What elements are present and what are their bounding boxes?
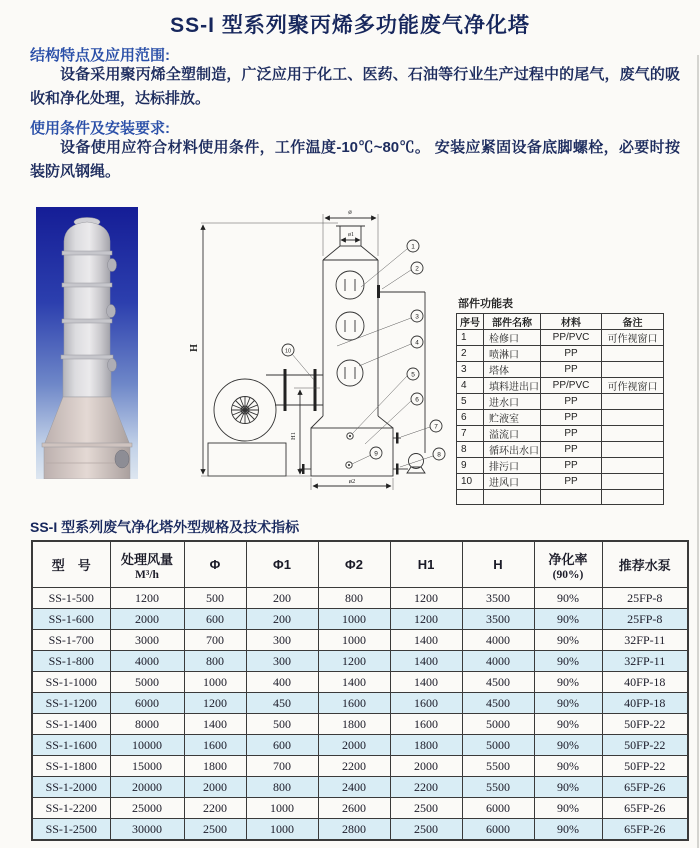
table-cell: 1200 [318, 651, 390, 672]
table-cell: 4000 [462, 630, 534, 651]
callout-5 [407, 368, 419, 380]
table-cell: PP/PVC [541, 330, 602, 346]
svg-text:3: 3 [415, 313, 419, 321]
svg-text:H1: H1 [290, 432, 297, 440]
table-cell: 2500 [390, 819, 462, 841]
table-cell: 5000 [110, 672, 184, 693]
table-cell: 700 [246, 756, 318, 777]
table-cell: 5500 [462, 777, 534, 798]
table-cell: 600 [184, 609, 246, 630]
table-row [457, 426, 664, 442]
table-cell: 1200 [390, 588, 462, 609]
side-port [107, 305, 116, 318]
parts-table-body [457, 330, 664, 505]
dim-h [189, 223, 338, 476]
column-header: 型 号 [32, 541, 110, 588]
table-cell: 1000 [318, 630, 390, 651]
table-cell: 400 [246, 672, 318, 693]
table-cell: 6000 [462, 798, 534, 819]
svg-text:9: 9 [374, 450, 378, 458]
table-cell: 可作视窗口 [602, 378, 664, 394]
table-cell: 1400 [390, 630, 462, 651]
paragraph-install: 设备使用应符合材料使用条件，工作温度-10℃~80℃。 安装应紧固设备底脚螺栓，必要时按装防风钢绳。 [30, 139, 680, 180]
table-row [32, 756, 688, 777]
table-cell [602, 410, 664, 426]
callout-6 [411, 393, 423, 405]
table-cell: PP [541, 474, 602, 490]
table-cell: SS-1-800 [32, 651, 110, 672]
table-cell: 6 [457, 410, 484, 426]
table-cell: 1800 [184, 756, 246, 777]
spec-table [31, 540, 689, 841]
table-cell: 200 [246, 609, 318, 630]
table-cell: 90% [534, 777, 602, 798]
page-title: SS-I 型系列聚丙烯多功能废气净化塔 [170, 14, 530, 37]
table-row [32, 693, 688, 714]
table-cell: 65FP-26 [602, 798, 688, 819]
dim-phi2 [311, 478, 393, 490]
table-cell: 32FP-11 [602, 630, 688, 651]
table-cell: 5000 [462, 714, 534, 735]
table-cell [602, 346, 664, 362]
table-cell: 2500 [390, 798, 462, 819]
table-cell: 1000 [184, 672, 246, 693]
table-cell: 200 [246, 588, 318, 609]
table-cell: 6000 [110, 693, 184, 714]
svg-text:7: 7 [434, 423, 438, 431]
table-cell: 90% [534, 819, 602, 841]
table-cell: 8000 [110, 714, 184, 735]
table-cell: SS-1-1600 [32, 735, 110, 756]
table-cell: 可作视窗口 [602, 330, 664, 346]
table-cell: 1 [457, 330, 484, 346]
table-cell: 喷淋口 [484, 346, 541, 362]
svg-text:ø: ø [348, 208, 352, 216]
table-cell: 90% [534, 735, 602, 756]
table-cell: 65FP-26 [602, 819, 688, 841]
table-cell: 2 [457, 346, 484, 362]
base-tank [311, 428, 393, 476]
table-cell: 1800 [318, 714, 390, 735]
table-cell: 5500 [462, 756, 534, 777]
table-cell: 10000 [110, 735, 184, 756]
section-heading-features: 结构特点及应用范围: [30, 47, 170, 64]
table-cell [602, 474, 664, 490]
table-cell: SS-1-1400 [32, 714, 110, 735]
table-cell: 300 [246, 651, 318, 672]
tower-diagram [188, 198, 450, 495]
table-cell: 30000 [110, 819, 184, 841]
table-cell: PP [541, 394, 602, 410]
callout-8 [433, 448, 445, 460]
table-row [32, 651, 688, 672]
parts-block [456, 295, 666, 505]
pump-icon [407, 454, 425, 474]
table-cell: 2000 [110, 609, 184, 630]
scan-artifact [697, 55, 699, 848]
table-cell: PP/PVC [541, 378, 602, 394]
table-cell: 1600 [390, 714, 462, 735]
callout-9 [370, 447, 382, 459]
table-row [32, 588, 688, 609]
table-cell: 1800 [390, 735, 462, 756]
column-header: Φ [184, 541, 246, 588]
table-cell: PP [541, 362, 602, 378]
table-cell: 1200 [110, 588, 184, 609]
parts-table [456, 313, 664, 505]
table-cell: PP [541, 442, 602, 458]
table-cell: 700 [184, 630, 246, 651]
svg-text:2: 2 [415, 265, 419, 273]
svg-text:10: 10 [284, 348, 292, 355]
table-cell: 4500 [462, 672, 534, 693]
table-cell: PP [541, 346, 602, 362]
table-cell: 1200 [390, 609, 462, 630]
callout-4 [411, 336, 423, 348]
table-row [457, 442, 664, 458]
column-header: Φ2 [318, 541, 390, 588]
table-cell: 1600 [318, 693, 390, 714]
column-header: 备注 [602, 314, 664, 330]
column-header: 材料 [541, 314, 602, 330]
table-cell: 4000 [462, 651, 534, 672]
table-row [32, 672, 688, 693]
table-cell: 500 [246, 714, 318, 735]
table-row [32, 735, 688, 756]
table-cell: 贮液室 [484, 410, 541, 426]
table-cell [457, 490, 484, 505]
table-cell: 5000 [462, 735, 534, 756]
table-cell: 25FP-8 [602, 588, 688, 609]
table-row [457, 458, 664, 474]
table-cell: 3500 [462, 609, 534, 630]
table-cell [602, 426, 664, 442]
table-cell: SS-1-2200 [32, 798, 110, 819]
table-row [32, 630, 688, 651]
side-port [108, 259, 117, 272]
table-cell: 2200 [390, 777, 462, 798]
spec-table-body [32, 588, 688, 841]
callout-10 [282, 344, 294, 356]
table-cell [541, 490, 602, 505]
table-cell: 10 [457, 474, 484, 490]
table-cell: PP [541, 410, 602, 426]
tower-upper-shell [64, 253, 110, 357]
callout-7 [430, 420, 442, 432]
column-header: 序号 [457, 314, 484, 330]
tower-photo [36, 207, 138, 479]
table-row [457, 330, 664, 346]
dim-phi1 [341, 232, 360, 240]
table-cell: 2000 [390, 756, 462, 777]
table-cell: 90% [534, 756, 602, 777]
table-row [457, 474, 664, 490]
fan-blower [208, 379, 286, 476]
table-cell: 5 [457, 394, 484, 410]
table-cell [602, 490, 664, 505]
table-cell: 20000 [110, 777, 184, 798]
table-row [32, 609, 688, 630]
table-cell: 塔体 [484, 362, 541, 378]
table-cell: 循环出水口 [484, 442, 541, 458]
table-cell: 600 [246, 735, 318, 756]
table-row [32, 714, 688, 735]
svg-text:ø2: ø2 [348, 478, 356, 485]
table-row [457, 490, 664, 505]
svg-text:6: 6 [415, 396, 419, 404]
column-header: 推荐水泵 [602, 541, 688, 588]
table-cell: 2200 [184, 798, 246, 819]
parts-header-row [457, 314, 664, 330]
column-header: H [462, 541, 534, 588]
callout-2 [411, 262, 423, 274]
column-header: 净化率 (90%) [534, 541, 602, 588]
table-cell: 25000 [110, 798, 184, 819]
table-cell: 90% [534, 714, 602, 735]
svg-text:4: 4 [415, 339, 419, 347]
table-cell: 4500 [462, 693, 534, 714]
table-cell: 50FP-22 [602, 714, 688, 735]
table-cell [602, 394, 664, 410]
table-cell [484, 490, 541, 505]
column-header: 处理风量 M³/h [110, 541, 184, 588]
table-cell: 1400 [318, 672, 390, 693]
table-cell: 300 [246, 630, 318, 651]
table-row [457, 346, 664, 362]
table-cell: 1600 [184, 735, 246, 756]
table-cell: PP [541, 426, 602, 442]
svg-text:H: H [189, 344, 200, 352]
table-cell: 2500 [184, 819, 246, 841]
table-cell: SS-1-600 [32, 609, 110, 630]
table-cell: 65FP-26 [602, 777, 688, 798]
column-header: H1 [390, 541, 462, 588]
svg-text:8: 8 [437, 451, 441, 459]
table-cell: 1200 [184, 693, 246, 714]
table-row [32, 798, 688, 819]
table-row [457, 394, 664, 410]
table-row [32, 777, 688, 798]
spec-header-row [32, 541, 688, 588]
column-header: 部件名称 [484, 314, 541, 330]
table-cell: 90% [534, 693, 602, 714]
table-cell: 2000 [184, 777, 246, 798]
table-cell: 排污口 [484, 458, 541, 474]
table-cell: 进风口 [484, 474, 541, 490]
table-cell: 1400 [390, 651, 462, 672]
side-port [108, 359, 117, 372]
table-cell: 1000 [246, 819, 318, 841]
table-cell: 500 [184, 588, 246, 609]
table-cell: 2400 [318, 777, 390, 798]
table-cell: SS-1-1000 [32, 672, 110, 693]
tower-lower-shell [63, 357, 111, 397]
table-cell: 4000 [110, 651, 184, 672]
table-cell [602, 458, 664, 474]
table-cell: 2200 [318, 756, 390, 777]
table-cell: 2000 [318, 735, 390, 756]
table-cell: 7 [457, 426, 484, 442]
spec-table-title: SS-I 型系列废气净化塔外型规格及技术指标 [30, 519, 300, 535]
table-cell: SS-1-700 [32, 630, 110, 651]
table-cell: 8 [457, 442, 484, 458]
svg-text:5: 5 [411, 371, 415, 379]
inlet-duct [266, 369, 323, 411]
table-cell: 40FP-18 [602, 693, 688, 714]
table-cell: SS-1-1800 [32, 756, 110, 777]
table-cell: 50FP-22 [602, 735, 688, 756]
callout-1 [407, 240, 419, 252]
table-cell: 90% [534, 630, 602, 651]
table-cell: 90% [534, 651, 602, 672]
table-cell: 450 [246, 693, 318, 714]
table-cell: 3 [457, 362, 484, 378]
table-cell: 32FP-11 [602, 651, 688, 672]
table-row [457, 362, 664, 378]
section-heading-install: 使用条件及安装要求: [30, 120, 170, 137]
table-cell: 3000 [110, 630, 184, 651]
parts-table-title: 部件功能表 [458, 298, 513, 310]
table-cell: 90% [534, 609, 602, 630]
table-cell: 40FP-18 [602, 672, 688, 693]
table-cell: 1600 [390, 693, 462, 714]
svg-text:1: 1 [411, 243, 415, 251]
table-cell: 2600 [318, 798, 390, 819]
table-cell: SS-1-2500 [32, 819, 110, 841]
table-cell: 1400 [184, 714, 246, 735]
table-cell: 9 [457, 458, 484, 474]
table-cell: SS-1-1200 [32, 693, 110, 714]
table-cell: 800 [246, 777, 318, 798]
paragraph-features: 设备采用聚丙烯全塑制造，广泛应用于化工、医药、石油等行业生产过程中的尾气，废气的吸收和净化处理，达标排放。 [30, 66, 680, 107]
table-cell: SS-1-500 [32, 588, 110, 609]
table-cell: 1400 [390, 672, 462, 693]
table-cell: 90% [534, 798, 602, 819]
table-cell: SS-1-2000 [32, 777, 110, 798]
table-cell: 90% [534, 588, 602, 609]
table-cell: 25FP-8 [602, 609, 688, 630]
table-cell: 6000 [462, 819, 534, 841]
table-cell: PP [541, 458, 602, 474]
table-cell: 进水口 [484, 394, 541, 410]
fan-base [208, 443, 286, 476]
table-cell: 2800 [318, 819, 390, 841]
table-row [32, 819, 688, 841]
table-cell: 90% [534, 672, 602, 693]
table-cell: 50FP-22 [602, 756, 688, 777]
table-cell: 1000 [318, 609, 390, 630]
callout-leaders [292, 249, 433, 467]
manhole-circles [336, 271, 364, 386]
table-cell: 填料进出口 [484, 378, 541, 394]
table-cell: 3500 [462, 588, 534, 609]
table-cell: 溢流口 [484, 426, 541, 442]
table-cell [602, 362, 664, 378]
table-row [457, 378, 664, 394]
table-cell: 15000 [110, 756, 184, 777]
table-cell: 800 [184, 651, 246, 672]
bottom-port [115, 450, 129, 468]
nozzle-fittings [299, 433, 401, 475]
table-cell [602, 442, 664, 458]
column-header: Φ1 [246, 541, 318, 588]
table-cell: 1000 [246, 798, 318, 819]
table-row [457, 410, 664, 426]
svg-text:ø1: ø1 [348, 232, 354, 238]
table-cell: 4 [457, 378, 484, 394]
table-cell: 检修口 [484, 330, 541, 346]
table-cell: 800 [318, 588, 390, 609]
callout-3 [411, 310, 423, 322]
